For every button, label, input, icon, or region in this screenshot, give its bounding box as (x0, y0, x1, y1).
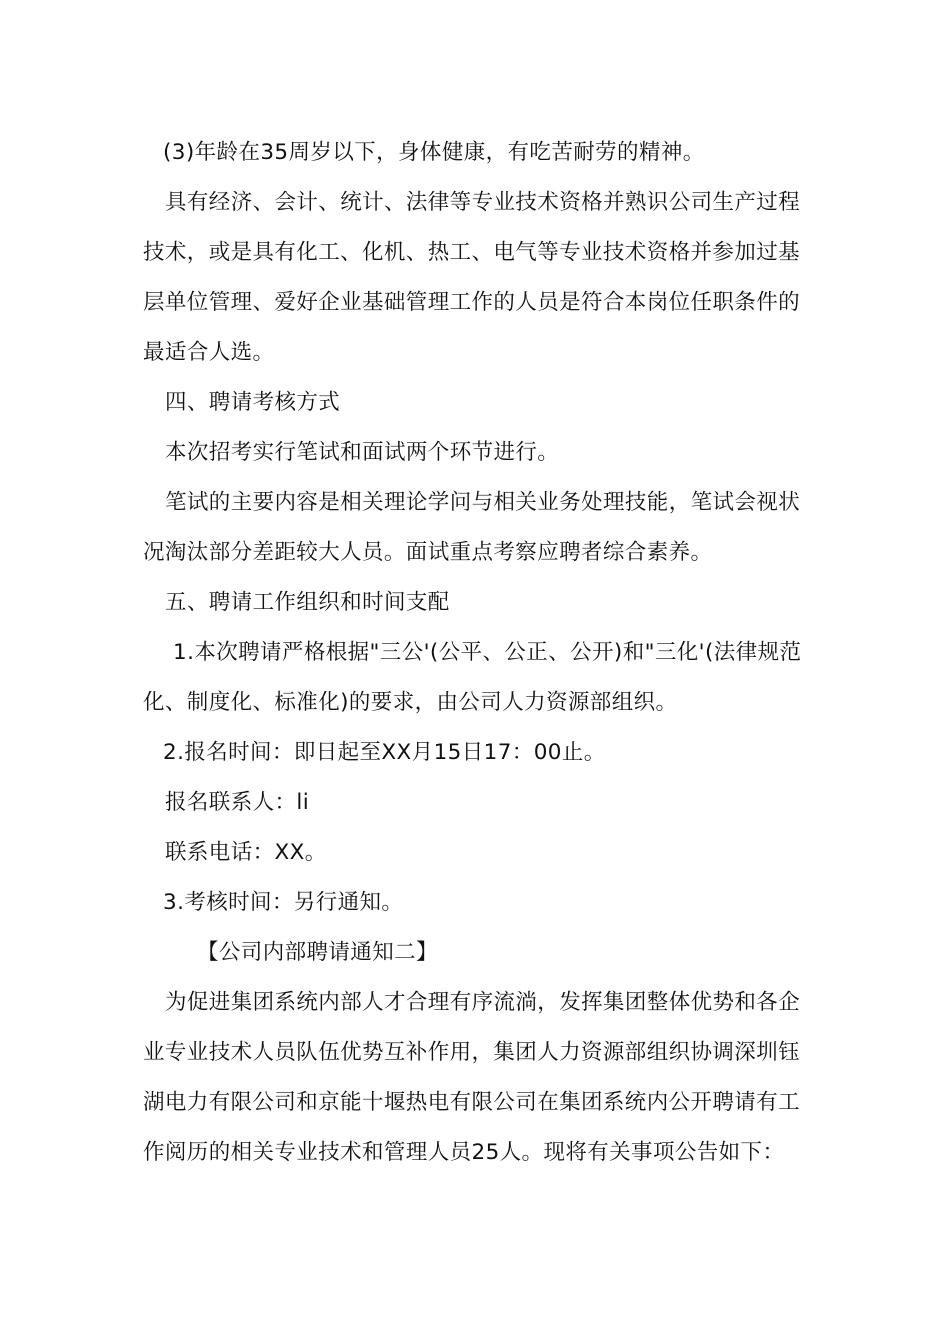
heading-notice-two: 【公司内部聘请通知二】 (197, 940, 438, 965)
paragraph-written-exam: 笔试的主要内容是相关理论学问与相关业务处理技能，笔试会视状况淘汰部分差距较大人员。面试重点考察应聘者综合素养。 (143, 490, 801, 565)
paragraph-assessment-time: 3.考核时间：另行通知。 (163, 890, 404, 915)
paragraph-contact-phone: 联系电话：XX。 (165, 840, 327, 865)
paragraph-contact-person: 报名联系人：li (165, 790, 310, 815)
paragraph-exam-format: 本次招考实行笔试和面试两个环节进行。 (165, 440, 560, 465)
paragraph-notice-two-intro: 为促进集团系统内部人才合理有序流淌，发挥集团整体优势和各企业专业技术人员队伍优势互补作用，集团人力资源部组织协调深圳钰湖电力有限公司和京能十堰热电有限公司在集团系统内公开聘请有工作阅历的相关专业技术和管理人员25人。现将有关事项公告如下： (143, 990, 801, 1165)
heading-organization-schedule: 五、聘请工作组织和时间支配 (165, 590, 450, 615)
document-body (143, 128, 815, 1178)
paragraph-age-requirement: (3)年龄在35周岁以下，身体健康，有吃苦耐劳的精神。 (163, 140, 705, 165)
paragraph-qualifications: 具有经济、会计、统计、法律等专业技术资格并熟识公司生产过程技术，或是具有化工、化机、热工、电气等专业技术资格并参加过基层单位管理、爱好企业基础管理工作的人员是符合本岗位任职条件的最适合人选。 (143, 190, 801, 365)
paragraph-registration-time: 2.报名时间：即日起至XX月15日17：00止。 (163, 740, 606, 765)
heading-assessment-method: 四、聘请考核方式 (165, 390, 341, 415)
paragraph-recruitment-principles: 1.本次聘请严格根据"三公'(公平、公正、公开)和"三化'(法律规范化、制度化、标准化)的要求，由公司人力资源部组织。 (143, 640, 802, 715)
